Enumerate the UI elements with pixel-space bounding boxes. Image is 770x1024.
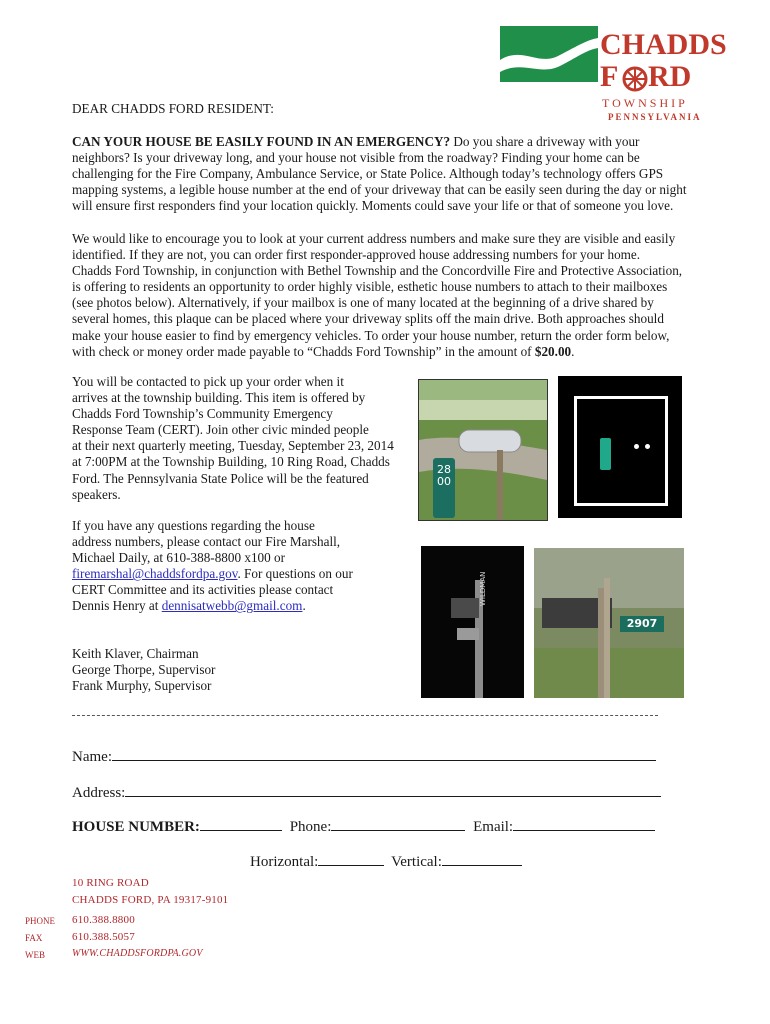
house-number-label: HOUSE NUMBER: <box>72 819 200 835</box>
encourage-line-6: several homes, this plaque can be placed where your driveway splits off the main drive. Both approaches should <box>72 311 664 327</box>
questions-paragraph <box>72 518 412 615</box>
questions-line-1: If you have any questions regarding the house <box>72 518 315 533</box>
name-field[interactable] <box>112 746 656 761</box>
signer-supervisor-1: George Thorpe, Supervisor <box>72 662 216 678</box>
contact-line-1: You will be contacted to pick up your order when it <box>72 374 344 389</box>
logo-word-ford-f: F <box>600 60 619 93</box>
intro-line-1-rest: Do you share a driveway with your <box>450 134 640 149</box>
contact-line-2: arrives at the township building. This item is offered by <box>72 390 366 406</box>
contact-line-7: Ford. The Pennsylvania State Police will be the featured <box>72 470 369 486</box>
footer-address-line-1: 10 RING ROAD <box>72 877 149 889</box>
contact-line-6: at 7:00PM at the Township Building, 10 Ring Road, Chadds <box>72 454 390 470</box>
phone-label: Phone: <box>289 819 332 835</box>
encourage-line-1: We would like to encourage you to look at your current address numbers and make sure they are visible and easily <box>72 231 676 246</box>
encourage-line-8-text: with check or money order made payable to “Chadds Ford Township” in the amount of <box>72 343 535 359</box>
encourage-line-5: (see photos below). Alternatively, if your mailbox is one of many located at the beginning of a drive shared by <box>72 295 654 311</box>
form-name-row <box>72 746 656 766</box>
encourage-line-4: is offering to residents an opportunity to order highly visible, esthetic house numbers to attach to their mailboxes <box>72 279 668 295</box>
phone-field[interactable] <box>331 816 465 831</box>
intro-line-1 <box>72 134 712 150</box>
intro-paragraph <box>72 134 712 214</box>
vertical-label: Vertical: <box>391 854 442 870</box>
photo-mailbox-day-image <box>419 380 547 520</box>
encourage-paragraph <box>72 231 712 360</box>
salutation: DEAR CHADDS FORD RESIDENT: <box>72 101 274 116</box>
questions-line-6-pre: Dennis Henry at <box>72 598 162 614</box>
logo-state: PENNSYLVANIA <box>608 112 702 122</box>
house-number-field[interactable] <box>200 816 282 831</box>
email-label: Email: <box>473 819 514 835</box>
price-amount: $20.00 <box>534 343 572 359</box>
photo-post-night-image <box>421 546 524 698</box>
questions-line-6 <box>72 598 412 614</box>
wheel-icon <box>622 66 648 92</box>
signer-chairman: Keith Klaver, Chairman <box>72 646 199 661</box>
signers <box>72 646 215 694</box>
photo-reflective-night <box>558 376 682 518</box>
encourage-line-8 <box>72 344 712 360</box>
photo-3-sign: WILDMAN <box>479 571 487 606</box>
township-logo <box>498 24 748 124</box>
horizontal-field[interactable] <box>318 851 384 866</box>
photo-2-green-plate <box>600 438 611 470</box>
questions-line-6-end: . <box>302 598 306 614</box>
signer-supervisor-2: Frank Murphy, Supervisor <box>72 678 212 694</box>
intro-heading: CAN YOUR HOUSE BE EASILY FOUND IN AN EMERGENCY? <box>72 134 451 149</box>
contact-line-8: speakers. <box>72 486 121 502</box>
contact-line-5: at their next quarterly meeting, Tuesday, September 23, 2014 <box>72 438 394 454</box>
encourage-line-2: identified. If they are not, you can order first responder-approved house addressing numbers for your home. <box>72 247 641 263</box>
intro-line-4: mapping systems, a legible house number at the end of your driveway that can be easily seen during the day or night <box>72 182 687 198</box>
photo-mailbox-plate <box>534 548 684 698</box>
name-label: Name: <box>72 749 112 765</box>
form-address-row <box>72 782 661 802</box>
intro-line-2: neighbors? Is your driveway long, and your house not visible from the roadway? Finding your home can be <box>72 150 640 166</box>
questions-line-2: address numbers, please contact our Fire Marshall, <box>72 534 341 550</box>
logo-word-ford-rd: RD <box>648 60 692 93</box>
cut-line <box>72 715 658 716</box>
address-field[interactable] <box>125 782 661 797</box>
footer-web-link[interactable]: WWW.CHADDSFORDPA.GOV <box>72 948 203 959</box>
photo-4-plate: 2907 <box>620 616 664 632</box>
encourage-line-8-end: . <box>571 343 575 359</box>
footer-web-label: WEB <box>25 950 45 960</box>
questions-line-4-rest: . For questions on our <box>237 566 353 582</box>
vertical-field[interactable] <box>442 851 522 866</box>
intro-line-5: will ensure first responders find your location quickly. Moments could save your life or that of someone you love. <box>72 198 674 214</box>
intro-line-3: challenging for the Fire Company, Ambulance Service, or State Police. Although today’s technology offers GPS <box>72 166 664 182</box>
cert-email-link[interactable]: dennisatwebb@gmail.com <box>161 598 303 614</box>
photo-post-night <box>421 546 524 698</box>
fire-marshal-email-link[interactable]: firemarshal@chaddsfordpa.gov <box>72 566 238 582</box>
contact-paragraph <box>72 374 412 503</box>
contact-line-3: Chadds Ford Township’s Community Emergency <box>72 406 333 422</box>
form-orientation-row <box>250 851 522 871</box>
footer-fax: 610.388.5057 <box>72 931 135 943</box>
photo-2-reflector-right <box>645 444 650 449</box>
footer-phone-label: PHONE <box>25 916 56 926</box>
photo-1-plate-number: 2800 <box>437 463 451 488</box>
form-house-row <box>72 816 655 836</box>
footer-fax-label: FAX <box>25 933 43 943</box>
horizontal-label: Horizontal: <box>250 854 319 870</box>
questions-line-5: CERT Committee and its activities please contact <box>72 582 334 598</box>
footer-phone: 610.388.8800 <box>72 914 135 926</box>
footer-address-line-2: CHADDS FORD, PA 19317-9101 <box>72 894 229 906</box>
photo-2-reflector-left <box>634 444 639 449</box>
questions-line-4 <box>72 566 412 582</box>
encourage-line-3: Chadds Ford Township, in conjunction with Bethel Township and the Concordville Fire and Protective Association, <box>72 263 683 279</box>
contact-line-4: Response Team (CERT). Join other civic minded people <box>72 422 369 438</box>
logo-township: TOWNSHIP <box>602 96 688 110</box>
address-label: Address: <box>72 785 126 801</box>
encourage-line-7: make your house easier to find by emergency vehicles. To order your house number, return the order form below, <box>72 327 670 343</box>
photo-mailbox-day <box>418 379 548 521</box>
photo-2-white-frame <box>574 396 668 506</box>
logo-word-chadds: CHADDS <box>600 28 727 61</box>
email-field[interactable] <box>513 816 655 831</box>
logo-graphic <box>500 26 600 86</box>
questions-line-3: Michael Daily, at 610-388-8800 x100 or <box>72 550 286 566</box>
